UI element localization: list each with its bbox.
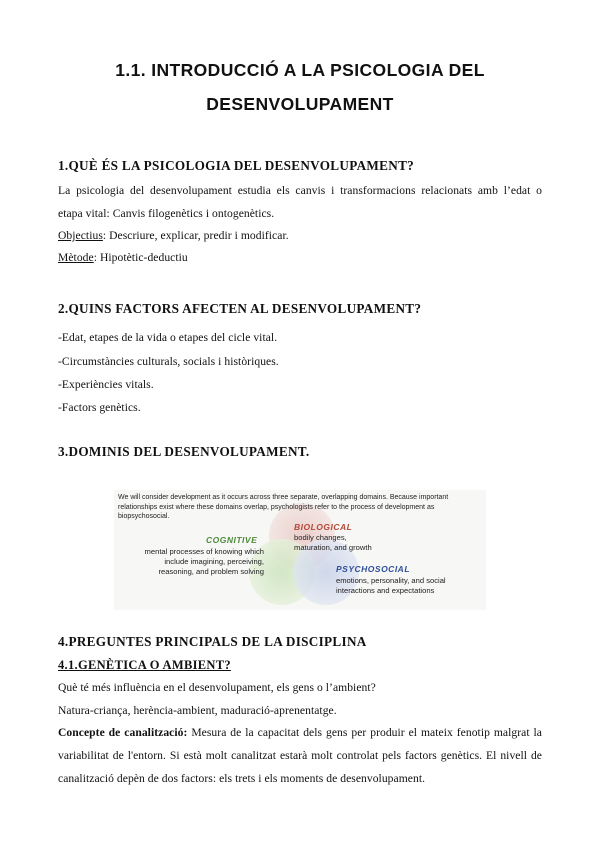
concept-line-1: [58, 726, 542, 739]
cognitive-heading: COGNITIVE: [206, 535, 258, 545]
concept-label: Concepte de canalització:: [58, 726, 188, 739]
objectius-text: : Descriure, explicar, predir i modificar.: [102, 229, 289, 242]
concept-text-1: Mesura de la capacitat dels gens per produir el mateix fenotip malgrat la: [187, 726, 543, 739]
objectius-line: [58, 229, 289, 242]
psychosocial-desc-line: interactions and expectations: [336, 586, 435, 595]
factor-item: -Edat, etapes de la vida o etapes del cicle vital.: [58, 331, 278, 344]
subsection-4-1-heading: 4.1.GENÈTICA O AMBIENT?: [58, 658, 231, 672]
question-line-2: Natura-criança, herència-ambient, maduració-aprenentatge.: [58, 704, 337, 717]
section-3-heading: 3.DOMINIS DEL DESENVOLUPAMENT.: [58, 444, 310, 459]
psychosocial-desc-line: emotions, personality, and social: [336, 576, 446, 585]
cognitive-desc-line: include imagining, perceiving,: [164, 557, 264, 566]
document-title-line-2: DESENVOLUPAMENT: [206, 94, 394, 114]
section-2-heading: 2.QUINS FACTORS AFECTEN AL DESENVOLUPAMENT?: [58, 301, 422, 316]
question-line-1: Què té més influència en el desenvolupament, els gens o l’ambient?: [58, 681, 376, 694]
psychosocial-description: [336, 576, 446, 596]
cognitive-desc-line: reasoning, and problem solving: [158, 567, 264, 576]
concept-line-2: variabilitat de l'entorn. Si està molt canalitzat estarà molt controlat pels factors genètics. El nivell de: [58, 749, 542, 762]
section-1-paragraph-line-1: La psicologia del desenvolupament estudia els canvis i transformacions relacionats amb l’edat o: [58, 184, 542, 197]
section-1-heading: 1.QUÈ ÉS LA PSICOLOGIA DEL DESENVOLUPAMENT?: [58, 158, 415, 173]
factor-item: -Circumstàncies culturals, socials i històriques.: [58, 355, 279, 368]
factor-item: -Experiències vitals.: [58, 378, 154, 391]
figure-caption: We will consider development as it occurs across three separate, overlapping domains. Because important relationships exist where these domains overlap, psychologists refer to the process of development as biopsychosocial.: [118, 494, 449, 520]
document-title-line-1: 1.1. INTRODUCCIÓ A LA PSICOLOGIA DEL: [115, 60, 485, 80]
metode-line: [58, 251, 188, 264]
cognitive-desc-line: mental processes of knowing which: [144, 547, 264, 556]
biological-heading: BIOLOGICAL: [294, 522, 353, 532]
metode-label: Mètode: [58, 251, 94, 264]
metode-text: : Hipotètic-deductiu: [93, 251, 188, 264]
biological-description: [294, 533, 372, 553]
factor-item: -Factors genètics.: [58, 401, 141, 414]
cognitive-description: [128, 547, 264, 577]
domains-venn-figure: [114, 490, 486, 610]
section-1-paragraph-line-2: etapa vital: Canvis filogenètics i ontogenètics.: [58, 207, 275, 220]
biological-desc-line: maturation, and growth: [294, 543, 372, 552]
psychosocial-heading: PSYCHOSOCIAL: [336, 564, 411, 574]
biological-desc-line: bodily changes,: [294, 533, 347, 542]
objectius-label: Objectius: [58, 229, 103, 242]
section-4-heading: 4.PREGUNTES PRINCIPALS DE LA DISCIPLINA: [58, 634, 367, 649]
concept-line-3: canalització depèn de dos factors: els trets i els moments de desenvolupament.: [58, 772, 426, 785]
